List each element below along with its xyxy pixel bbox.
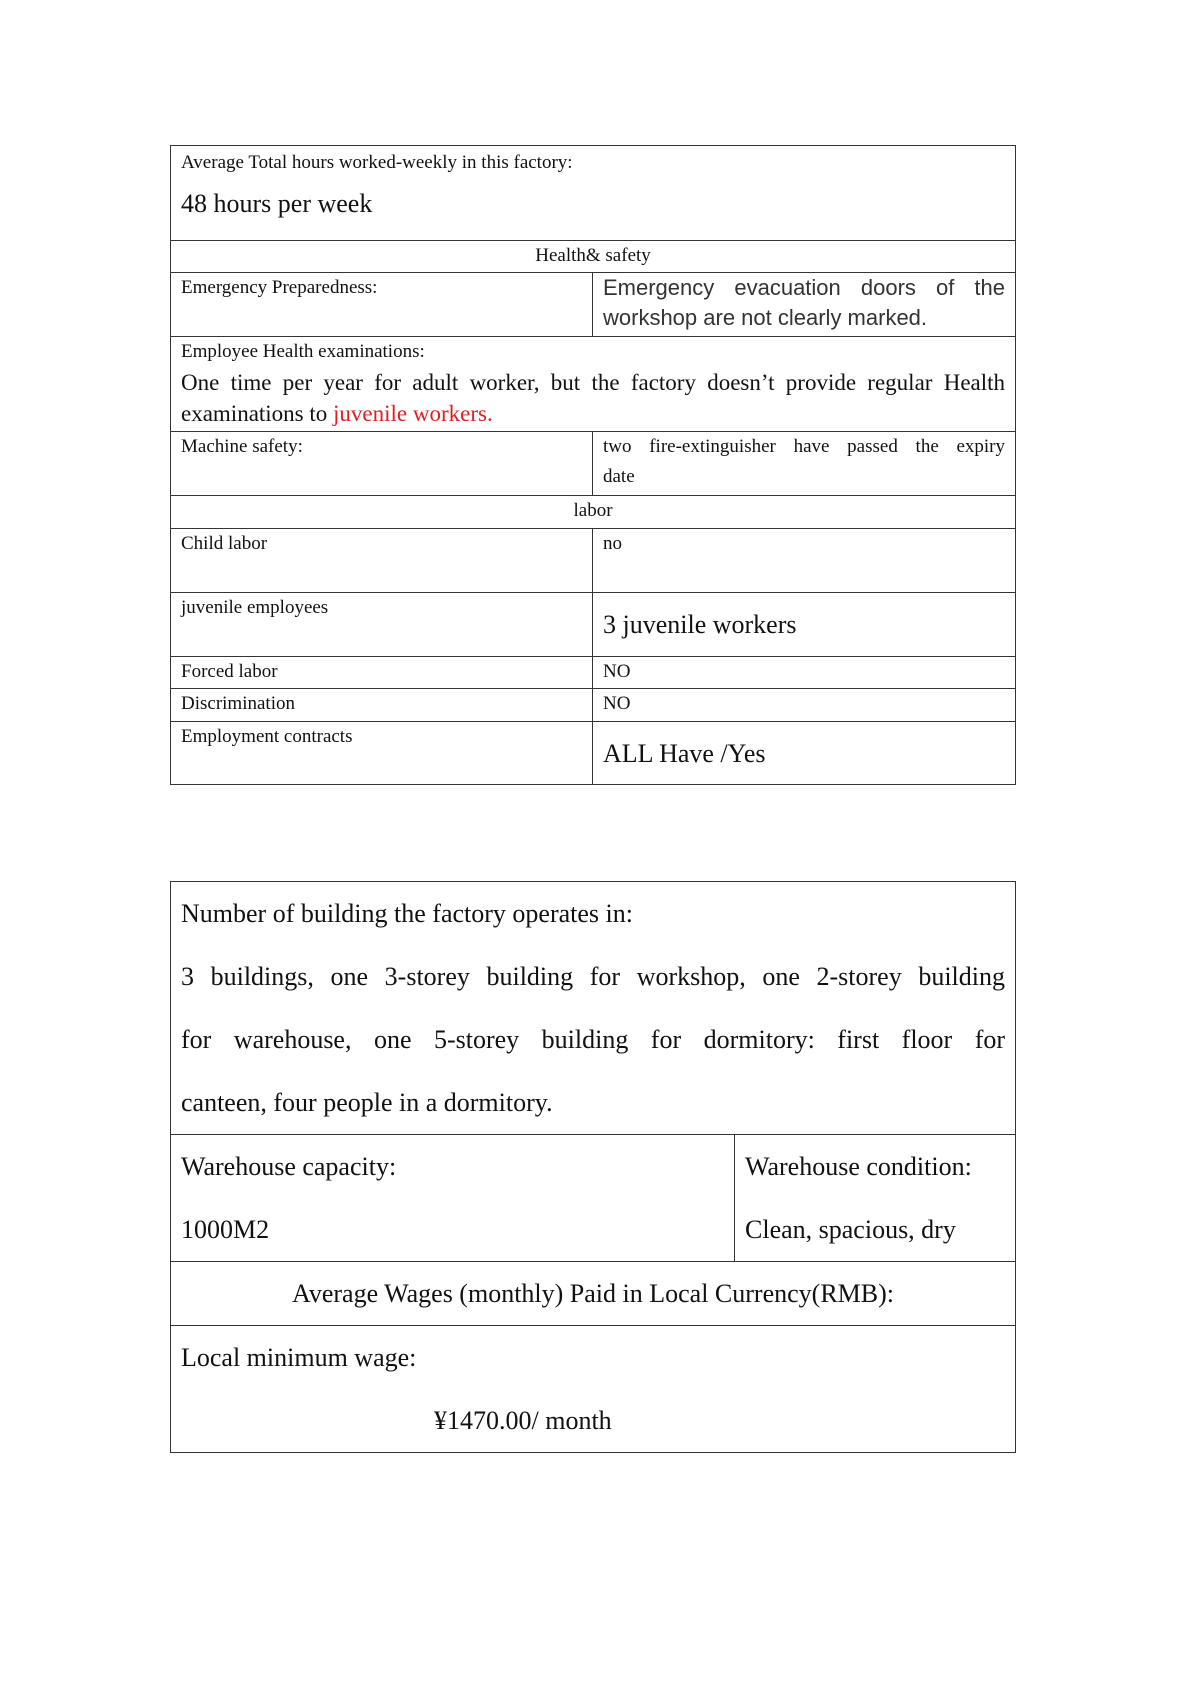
discrimination-value: NO	[593, 689, 1016, 722]
discrimination-row	[171, 689, 1016, 722]
buildings-line1: 3 buildings, one 3-storey building for workshop, one 2-storey building	[181, 962, 1006, 991]
health-exam-row	[171, 337, 1016, 432]
machine-row	[171, 432, 1016, 496]
health-exam-cell	[171, 337, 1016, 432]
wages-header-row	[171, 1262, 1016, 1326]
labor-header: labor	[171, 496, 1016, 529]
hours-row	[171, 146, 1016, 241]
child-labor-value: no	[593, 529, 1016, 593]
buildings-label: Number of building the factory operates in:	[181, 899, 633, 928]
discrimination-label: Discrimination	[171, 689, 593, 722]
warehouse-row	[171, 1135, 1016, 1262]
warehouse-condition-cell	[735, 1135, 1016, 1262]
factory-info-table	[170, 881, 1016, 1453]
min-wage-row	[171, 1326, 1016, 1453]
hours-value: 48 hours per week	[181, 189, 373, 218]
machine-label: Machine safety:	[171, 432, 593, 496]
forced-labor-row	[171, 657, 1016, 689]
contracts-label: Employment contracts	[171, 722, 593, 785]
emergency-value	[593, 273, 1016, 337]
juvenile-value-cell	[593, 593, 1016, 657]
buildings-line2: for warehouse, one 5-storey building for dormitory: first floor for	[181, 1025, 1006, 1054]
min-wage-value: ¥1470.00/ month	[434, 1406, 612, 1435]
warehouse-capacity-cell	[171, 1135, 735, 1262]
machine-value-line1: two fire-extinguisher have passed the expiry	[603, 436, 1006, 457]
emergency-value-line1: Emergency evacuation doors of the	[603, 275, 1006, 300]
buildings-line3: canteen, four people in a dormitory.	[181, 1088, 553, 1117]
labor-header-row	[171, 496, 1016, 529]
warehouse-capacity-value: 1000M2	[181, 1215, 270, 1244]
juvenile-label: juvenile employees	[171, 593, 593, 657]
juvenile-workers-highlight: juvenile workers.	[333, 401, 493, 426]
health-exam-line1: One time per year for adult worker, but the factory doesn’t provide regular Health	[181, 370, 1006, 395]
machine-value	[593, 432, 1016, 496]
health-exam-line2-prefix: examinations to	[181, 401, 334, 426]
emergency-value-line2: workshop are not clearly marked.	[603, 305, 928, 330]
hours-label: Average Total hours worked-weekly in this factory:	[181, 152, 573, 173]
buildings-row	[171, 882, 1016, 1135]
warehouse-condition-label: Warehouse condition:	[745, 1152, 972, 1181]
health-exam-line2	[181, 398, 1005, 429]
buildings-cell	[171, 882, 1016, 1135]
forced-labor-label: Forced labor	[171, 657, 593, 689]
forced-labor-value: NO	[593, 657, 1016, 689]
contracts-value: ALL Have /Yes	[603, 739, 766, 768]
labor-safety-table	[170, 145, 1016, 785]
contracts-value-cell	[593, 722, 1016, 785]
wages-header: Average Wages (monthly) Paid in Local Currency(RMB):	[171, 1262, 1016, 1326]
warehouse-capacity-label: Warehouse capacity:	[181, 1152, 397, 1181]
health-exam-label: Employee Health examinations:	[181, 341, 425, 362]
health-safety-header-row	[171, 241, 1016, 273]
warehouse-condition-value: Clean, spacious, dry	[745, 1215, 956, 1244]
machine-value-line2: date	[603, 466, 635, 487]
juvenile-row	[171, 593, 1016, 657]
child-labor-row	[171, 529, 1016, 593]
contracts-row	[171, 722, 1016, 785]
health-safety-header: Health& safety	[171, 241, 1016, 273]
min-wage-label: Local minimum wage:	[181, 1343, 417, 1372]
emergency-row	[171, 273, 1016, 337]
emergency-label: Emergency Preparedness:	[171, 273, 593, 337]
min-wage-cell	[171, 1326, 1016, 1453]
child-labor-label: Child labor	[171, 529, 593, 593]
juvenile-value: 3 juvenile workers	[603, 610, 797, 639]
hours-cell	[171, 146, 1016, 241]
